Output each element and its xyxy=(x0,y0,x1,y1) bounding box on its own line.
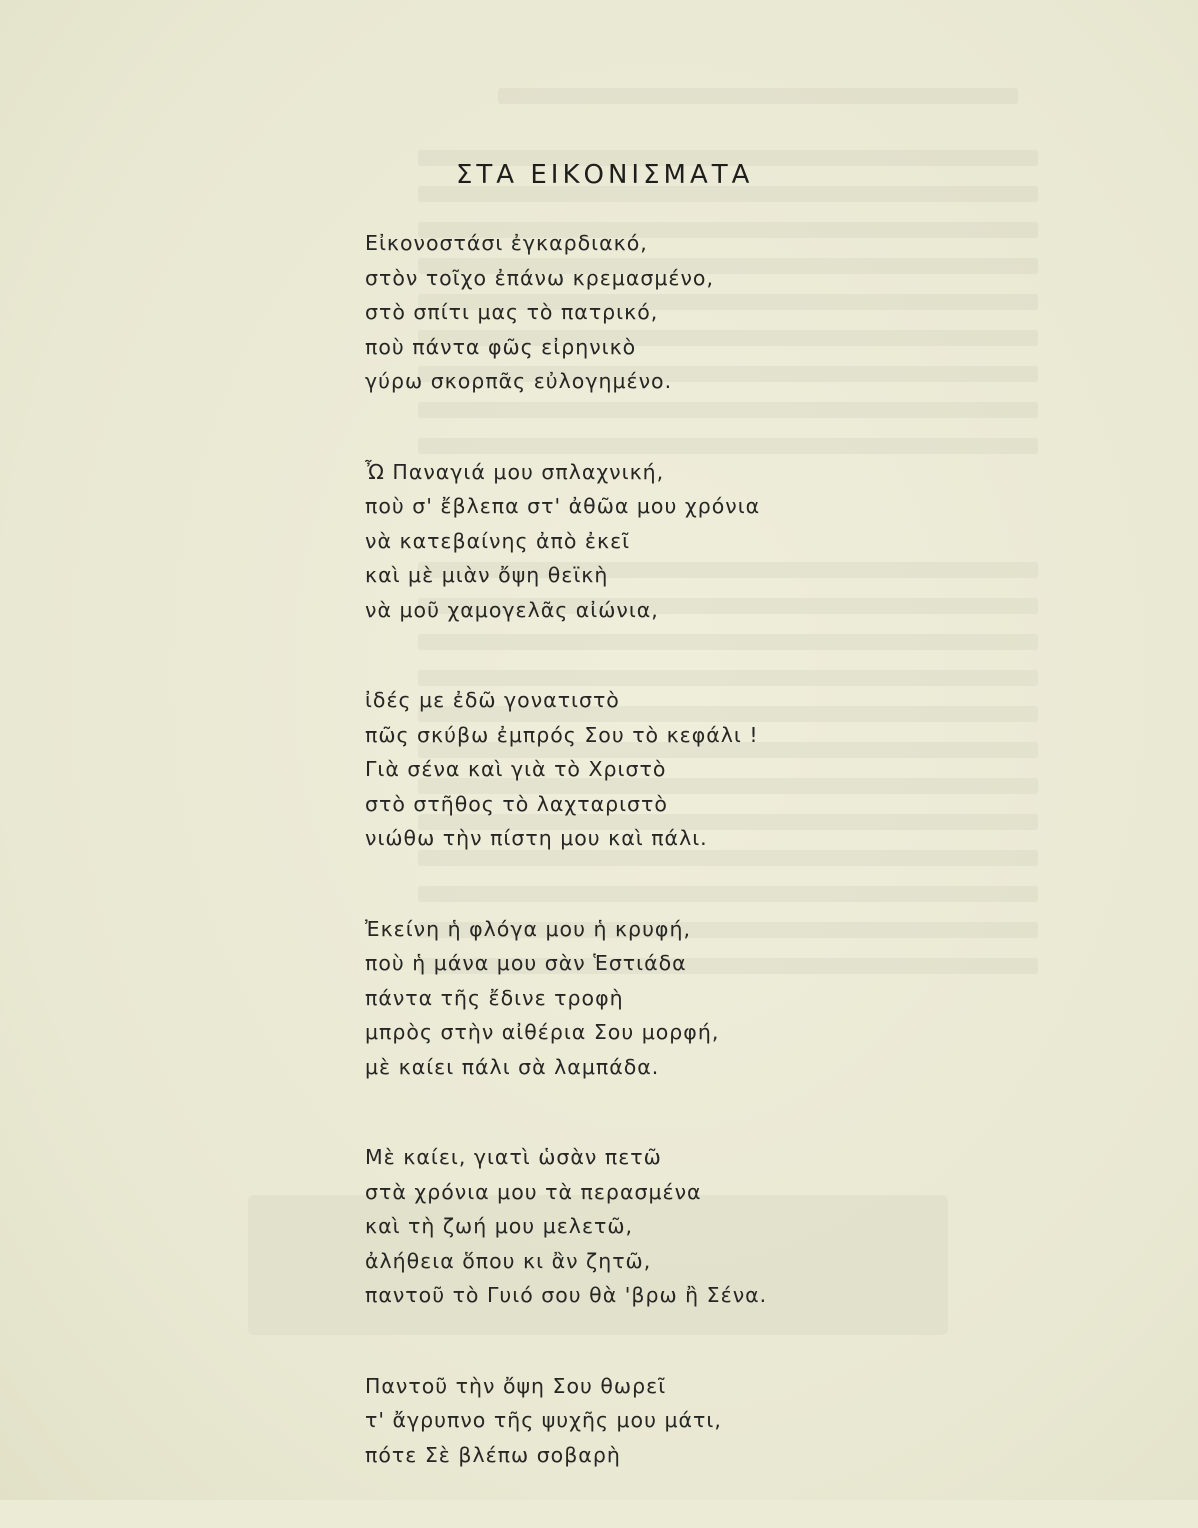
poem-line: γύρω σκορπᾶς εὐλογημένο. xyxy=(365,369,673,393)
poem-line: νὰ κατεβαίνης ἀπὸ ἐκεῖ xyxy=(365,528,631,553)
stanza xyxy=(365,1140,925,1313)
poem-line: ποὺ σ' ἔβλεπα στ' ἀθῶα μου χρόνια xyxy=(365,494,761,518)
stanza xyxy=(365,226,925,399)
poem-line: παντοῦ τὸ Γυιό σου θὰ 'βρω ἢ Σένα. xyxy=(365,1283,768,1307)
poem-line: ἀλήθεια ὅπου κι ἂν ζητῶ, xyxy=(365,1248,652,1273)
poem-line: ἰδές με ἐδῶ γονατιστὸ xyxy=(365,688,620,712)
poem-line: ποὺ πάντα φῶς εἰρηνικὸ xyxy=(365,334,637,359)
poem-line: Ἐκείνη ἡ φλόγα μου ἡ κρυφή, xyxy=(365,916,691,941)
poem-line: Μὲ καίει, γιατὶ ὡσὰν πετῶ xyxy=(365,1145,662,1169)
poem-line: πότε Σὲ βλέπω σοβαρὴ xyxy=(365,1442,621,1467)
poem-line: νιώθω τὴν πίστη μου καὶ πάλι. xyxy=(365,826,708,850)
poem-line: στὸν τοῖχο ἐπάνω κρεμασμένο, xyxy=(365,265,714,290)
poem-line: στὰ χρόνια μου τὰ περασμένα xyxy=(365,1179,702,1204)
poem-line: καὶ τὴ ζωή μου μελετῶ, xyxy=(365,1214,634,1238)
poem-line: τ' ἄγρυπνο τῆς ψυχῆς μου μάτι, xyxy=(365,1408,722,1432)
poem-line: νὰ μοῦ χαμογελᾶς αἰώνια, xyxy=(365,597,659,622)
stanza xyxy=(365,455,925,628)
poem-line: πῶς σκύβω ἐμπρός Σου τὸ κεφάλι ! xyxy=(365,722,759,747)
poem-line: μὲ καίει πάλι σὰ λαμπάδα. xyxy=(365,1054,660,1079)
poem-line: στὸ στῆθος τὸ λαχταριστὸ xyxy=(365,791,668,816)
stanza xyxy=(365,1369,925,1473)
poem-line: Γιὰ σένα καὶ γιὰ τὸ Χριστὸ xyxy=(365,757,667,781)
poem-line: Ὦ Παναγιά μου σπλαχνική, xyxy=(365,459,665,484)
poem-line: Παντοῦ τὴν ὄψη Σου θωρεῖ xyxy=(365,1373,667,1398)
poem-line: πάντα τῆς ἔδινε τροφὴ xyxy=(365,985,624,1010)
stanza xyxy=(365,912,925,1085)
stanza xyxy=(365,683,925,856)
poem-line: καὶ μὲ μιὰν ὄψη θεϊκὴ xyxy=(365,563,609,587)
poem-line: στὸ σπίτι μας τὸ πατρικό, xyxy=(365,300,659,324)
poem-line: Εἰκονοστάσι ἐγκαρδιακό, xyxy=(365,231,648,255)
poem-line: ποὺ ἡ μάνα μου σὰν Ἑστιάδα xyxy=(365,951,687,975)
poem-line: μπρὸς στὴν αἰθέρια Σου μορφή, xyxy=(365,1020,720,1044)
poem-body xyxy=(365,226,925,1528)
poem-title: ΣΤΑ ΕΙΚΟΝΙΣΜΑΤΑ xyxy=(456,160,754,190)
